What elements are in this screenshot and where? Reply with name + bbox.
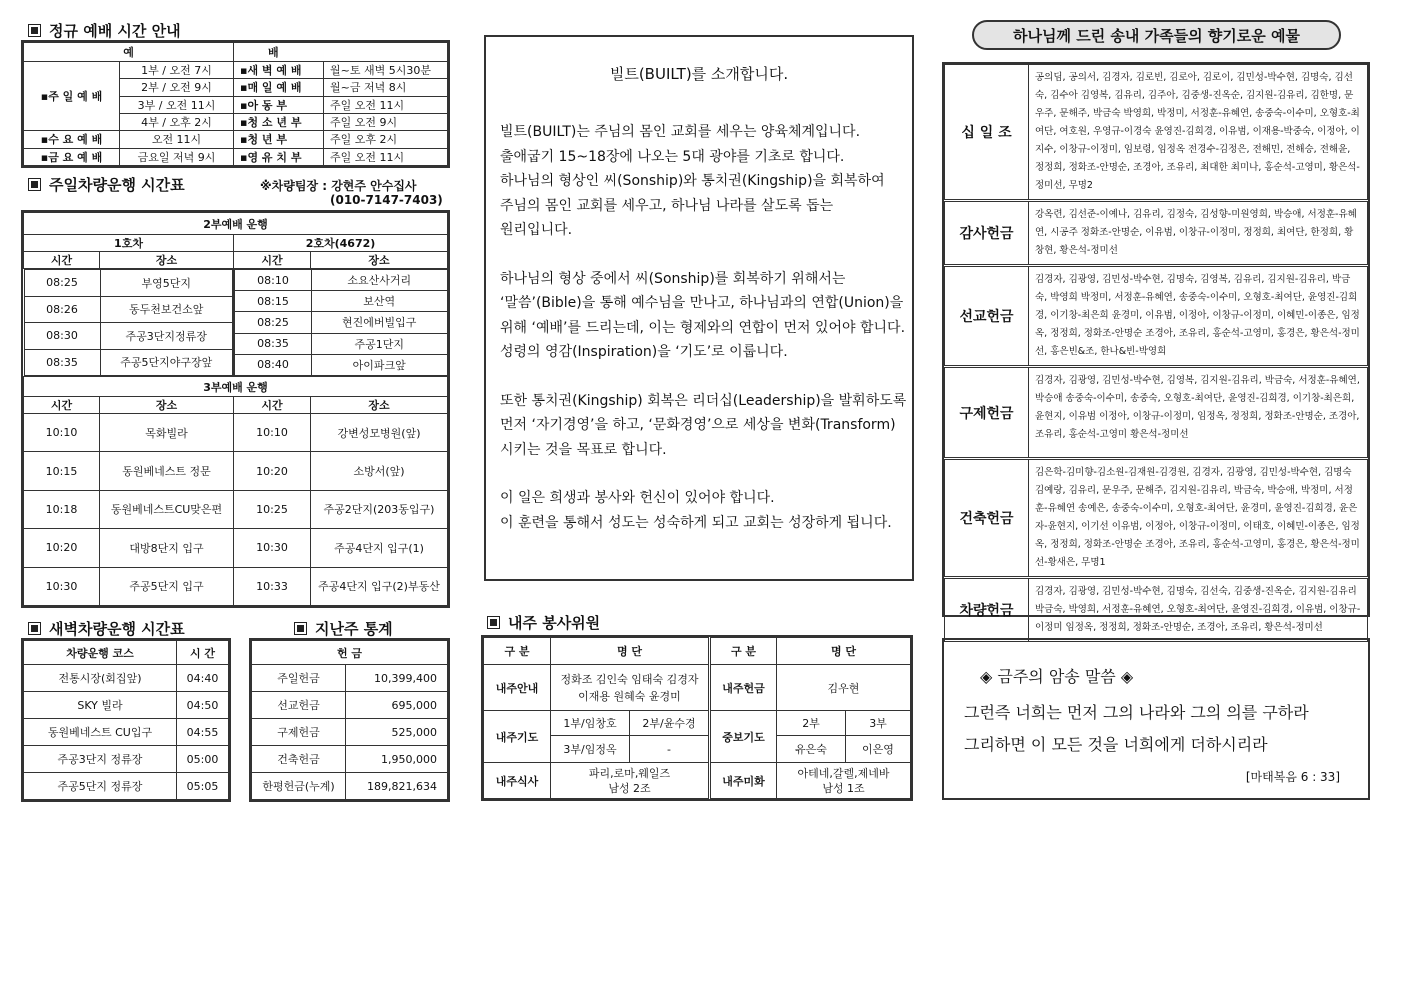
- table-row: [24, 490, 448, 528]
- offering-names: 강옥련, 김선준-이예나, 김유리, 김정숙, 김성향-미원영희, 박승애, 서정훈-유혜연, 시공주 정화조-안명순, 이유범, 이창규-이정미, 정정희, 최여단, 한정희, 황창현, 황은석-정미선: [1029, 201, 1368, 266]
- worship-time: 2부 / 오전 9시: [120, 79, 234, 96]
- time-cell: 04:55: [177, 719, 229, 746]
- offering-names: 김은학-김미향-김소원-김재원-김경원, 김경자, 김광영, 김민성-박수현, 김명숙 김예랑, 김유리, 문우주, 문해주, 김지원-김유리, 박금숙, 박승애, 박정미, 서정훈-유혜연 송예은, 송중숙-이수미, 오형호-최여단, 윤경미, 윤영진-김희경, 윤은자-윤현지, 이기선 이유범, 이정아, 이창규-이정미, 이태호, 이혜민-이종은, 임정옥, 정정희, 정화조-안명순 조경아, 조유리, 홍순석-고영미, 홍경은, 황은석-정미선-황새은, 무명1: [1029, 459, 1368, 578]
- col-time: 시간: [24, 252, 100, 269]
- col-list: 명 단: [551, 638, 710, 665]
- worship-time: 주일 오후 2시: [324, 131, 448, 148]
- stop-name: 주공5단지 입구: [100, 567, 234, 605]
- time-cell: 10:18: [24, 490, 100, 528]
- built-line: 하나님의 형상인 씨(Sonship)와 통치권(Kingship)을 회복하여: [500, 173, 885, 189]
- dawn-vehicle-table: [21, 638, 231, 802]
- verse-reference: [마태복음 6 : 33]: [1245, 770, 1340, 784]
- offering-category: 십 일 조: [945, 65, 1029, 201]
- table-row: [24, 567, 448, 605]
- offering-type: 구제헌금: [252, 719, 346, 746]
- time-cell: 10:33: [234, 567, 311, 605]
- offering-type: 선교헌금: [252, 692, 346, 719]
- table-row: [252, 746, 448, 773]
- col-time: 시간: [234, 252, 311, 269]
- wednesday-worship-label: ▪수 요 예 배: [24, 131, 120, 148]
- worship-section-title: 정규 예배 시간 안내: [28, 20, 181, 40]
- worship-time: 주일 오전 11시: [324, 148, 448, 165]
- built-line: 이 일은 희생과 봉사와 헌신이 있어야 합니다.: [500, 490, 775, 506]
- worship-time: 4부 / 오후 2시: [120, 113, 234, 130]
- table-row: [945, 367, 1368, 459]
- table-row: [252, 773, 448, 800]
- worship-name: ▪영 유 치 부: [234, 148, 324, 165]
- table-row: [945, 578, 1368, 642]
- worship-name: ▪매 일 예 배: [234, 79, 324, 96]
- prayer-label: 내주기도: [484, 711, 551, 763]
- intercession-name-2: 이은영: [846, 736, 911, 763]
- vehicle-manager: ※차량팀장 : 강현주 안수집사: [260, 179, 417, 193]
- stats-header: 헌 금: [252, 641, 448, 665]
- table-row: [24, 452, 448, 490]
- table-row: 08:25: [24, 270, 100, 297]
- built-line: 성령의 영감(Inspiration)을 ‘기도’로 이룹니다.: [500, 344, 788, 360]
- table-row: 08:35: [235, 333, 312, 354]
- table-row: [24, 692, 229, 719]
- worship-table: [21, 40, 450, 168]
- worship-head-1: 예: [24, 43, 234, 62]
- offering-names: 김경자, 김광영, 김민성-박수현, 김명숙, 김선숙, 김중생-진옥순, 김지원-김유리 박금숙, 박영희, 서정훈-유혜연, 오형호-최여단, 윤영진-김희경, 이유범, 이창규-이정미 임정옥, 정정희, 정화조-안명순, 조경아, 조유리, 황은석-정미선: [1029, 578, 1368, 642]
- stop-name: 대방8단지 입구: [100, 529, 234, 567]
- offering-type: 건축헌금: [252, 746, 346, 773]
- bullet-square-icon: [487, 616, 500, 629]
- table-row: [945, 459, 1368, 578]
- offering-type: 한평헌금(누계): [252, 773, 346, 800]
- time-cell: 10:10: [234, 414, 311, 452]
- worship-time: 월~토 새벽 5시30분: [324, 62, 448, 79]
- offering-category: 구제헌금: [945, 367, 1029, 459]
- table-row: [945, 266, 1368, 367]
- table-row: [252, 692, 448, 719]
- worship-head-2: 배: [234, 43, 448, 62]
- vehicle-manager-phone: (010-7147-7403): [330, 193, 443, 207]
- stop-name: 주공5단지야구장앞: [100, 349, 233, 376]
- friday-worship-label: ▪금 요 예 배: [24, 148, 120, 165]
- col-place: 장소: [311, 397, 448, 414]
- built-line: ‘말씀’(Bible)을 통해 예수님을 만나고, 하나님과의 연합(Union)을: [500, 295, 904, 311]
- worship-time: 3부 / 오전 11시: [120, 96, 234, 113]
- time-cell: 10:15: [24, 452, 100, 490]
- stop-name: 주공3단지 정류장: [24, 746, 177, 773]
- stats-table: [249, 638, 450, 802]
- stats-title: 지난주 통계: [294, 618, 393, 638]
- offerings-title-badge: 하나님께 드린 송내 가족들의 향기로운 예물: [972, 20, 1341, 50]
- offering-amount: 1,950,000: [346, 746, 448, 773]
- sunday-vehicle-title: 주일차량운행 시간표: [28, 174, 185, 194]
- offering-amount: 10,399,400: [346, 665, 448, 692]
- prayer-3: 3부/임정옥: [551, 736, 630, 763]
- stop-name: 전통시장(회집앞): [24, 665, 177, 692]
- intercession-head-1: 2부: [777, 711, 846, 736]
- table-row: 08:30: [24, 323, 100, 350]
- col-place: 장소: [100, 397, 234, 414]
- time-cell: 04:40: [177, 665, 229, 692]
- offering-amount: 695,000: [346, 692, 448, 719]
- built-line: 주님의 몸인 교회를 세우고, 하나님 나라를 살도록 돕는: [500, 197, 834, 214]
- memory-verse-box: [942, 638, 1370, 800]
- worship-name: ▪새 벽 예 배: [234, 62, 324, 79]
- service3-header: 3부예배 운행: [24, 377, 448, 397]
- table-row: 08:25: [235, 312, 312, 333]
- worship-name: ▪청 소 년 부: [234, 113, 324, 130]
- stop-name: 주공1단지: [312, 333, 448, 354]
- offering-names: 김경자, 김광영, 김민성-박수현, 김영복, 김지원-김유리, 박금숙, 서정훈-유혜연, 박승애 송중숙-이수미, 송중숙, 오형호-최여단, 윤영진-김희경, 이기창-최은희, 윤현지, 이유범 이정아, 이창규-이정미, 임정옥, 정정희, 정화조-안명순, 조경아, 조유리, 홍순석-고영미 황은석-정미선: [1029, 367, 1368, 459]
- time-cell: 10:10: [24, 414, 100, 452]
- time-cell: 10:30: [234, 529, 311, 567]
- built-line: 시키는 것을 목표로 합니다.: [500, 441, 667, 458]
- col-time: 시 간: [177, 641, 229, 665]
- bullet-square-icon: [28, 622, 41, 635]
- built-line: 또한 통치권(Kingship) 회복은 리더십(Leadership)을 발휘하도록: [500, 392, 907, 409]
- stop-name: 소방서(앞): [311, 452, 448, 490]
- offering-amount: 189,821,634: [346, 773, 448, 800]
- col-division: 구 분: [484, 638, 551, 665]
- worship-time: 주일 오전 9시: [324, 113, 448, 130]
- car2-schedule: [234, 269, 448, 376]
- verse-title: ◈ 금주의 암송 말씀 ◈: [980, 667, 1134, 686]
- intercession-name-1: 유은숙: [777, 736, 846, 763]
- cleaning-names: 아테네,갈렐,제네바 남성 1조: [777, 763, 911, 799]
- time-cell: 05:05: [177, 773, 229, 800]
- worship-time: 1부 / 오전 7시: [120, 62, 234, 79]
- worship-time: 월~금 저녁 8시: [324, 79, 448, 96]
- stop-name: 동원베네스트 CU입구: [24, 719, 177, 746]
- table-row: [945, 201, 1368, 266]
- table-row: 08:26: [24, 296, 100, 323]
- built-line: 이 훈련을 통해서 성도는 성숙하게 되고 교회는 성장하게 됩니다.: [500, 514, 892, 531]
- bullet-square-icon: [28, 24, 41, 37]
- sunday-worship-label: ▪주 일 예 배: [24, 62, 120, 131]
- meal-names: 파리,로마,웨일즈 남성 2조: [551, 763, 710, 799]
- col-place: 장소: [311, 252, 448, 269]
- guide-names: 정화조 김인숙 임태숙 김경자 이재용 원혜숙 윤경미: [551, 665, 710, 711]
- table-row: 08:40: [235, 354, 312, 375]
- offering-amount: 525,000: [346, 719, 448, 746]
- stop-name: 동원베네스트 정문: [100, 452, 234, 490]
- bullet-square-icon: [294, 622, 307, 635]
- offerings-table: [942, 62, 1370, 633]
- stop-name: 강변성모병원(앞): [311, 414, 448, 452]
- table-row: [24, 665, 229, 692]
- bullet-square-icon: [28, 178, 41, 191]
- built-line: 빌트(BUILT)는 주님의 몸인 교회를 세우는 양육체계입니다.: [500, 124, 861, 140]
- built-line: 먼저 ‘자기경영’을 하고, ‘문화경영’으로 세상을 변화(Transform): [500, 417, 896, 433]
- stop-name: 주공5단지 정류장: [24, 773, 177, 800]
- table-row: [24, 529, 448, 567]
- table-row: [24, 719, 229, 746]
- stop-name: SKY 빌라: [24, 692, 177, 719]
- col-division: 구 분: [710, 638, 777, 665]
- intercession-head-2: 3부: [846, 711, 911, 736]
- stop-name: 목화빌라: [100, 414, 234, 452]
- built-line: 위해 ‘예배’를 드리는데, 이는 형제와의 연합이 먼저 있어야 합니다.: [500, 319, 906, 336]
- table-row: [24, 746, 229, 773]
- col-course: 차량운행 코스: [24, 641, 177, 665]
- offering-category: 선교헌금: [945, 266, 1029, 367]
- time-cell: 10:20: [234, 452, 311, 490]
- stop-name: 주공3단지정류장: [100, 323, 233, 350]
- stop-name: 소요산사거리: [312, 270, 448, 291]
- built-line: 원리입니다.: [500, 222, 573, 238]
- stop-name: 동두천보건소앞: [100, 296, 233, 323]
- table-row: 08:35: [24, 349, 100, 376]
- stop-name: 아이파크앞: [312, 354, 448, 375]
- service2-header: 2부예배 운행: [24, 213, 448, 235]
- worship-time: 주일 오전 11시: [324, 96, 448, 113]
- stop-name: 주공4단지 입구(2)부동산: [311, 567, 448, 605]
- built-line: 출애굽기 15~18장에 나오는 5대 광야를 기초로 합니다.: [500, 148, 845, 165]
- car1-header: 1호차: [24, 235, 234, 252]
- col-time: 시간: [24, 397, 100, 414]
- time-cell: 10:30: [24, 567, 100, 605]
- verse-line-1: 그런즉 너희는 먼저 그의 나라와 그의 의를 구하라: [964, 703, 1309, 722]
- guide-label: 내주안내: [484, 665, 551, 711]
- table-row: 08:10: [235, 270, 312, 291]
- intercession-label: 중보기도: [710, 711, 777, 763]
- time-cell: 10:25: [234, 490, 311, 528]
- built-intro-box: [484, 35, 914, 581]
- prayer-4: -: [630, 736, 710, 763]
- built-title: 빌트(BUILT)를 소개합니다.: [609, 65, 789, 83]
- prayer-1: 1부/임창호: [551, 711, 630, 736]
- built-line: 하나님의 형상 중에서 씨(Sonship)를 회복하기 위해서는: [500, 270, 846, 287]
- offering-category: 차량헌금: [945, 578, 1029, 642]
- offering-names: 김경자, 김광영, 김민성-박수현, 김명숙, 김영복, 김유리, 김지원-김유리, 박금숙, 박영희 박정미, 서정훈-유혜연, 송중숙-이수미, 오형호-최여단, 윤영진-김희경, 이기창-최은희 윤경미, 이유범, 이정아, 이창규-이정미, 이혜민-이종은, 임정옥, 정정희, 정화조-안명순 조경아, 조유리, 홍순석-고영미, 홍경은, 황은석-정미선, 홍은빈&조, 한나&빈-박영희: [1029, 266, 1368, 367]
- table-row: 08:15: [235, 291, 312, 312]
- offering-type: 주일헌금: [252, 665, 346, 692]
- stop-name: 동원베네스트CU맞은편: [100, 490, 234, 528]
- stop-name: 부영5단지: [100, 270, 233, 297]
- sunday-vehicle-table: [21, 210, 450, 608]
- col-place: 장소: [100, 252, 234, 269]
- stop-name: 주공2단지(203동입구): [311, 490, 448, 528]
- prayer-2: 2부/윤수경: [630, 711, 710, 736]
- cleaning-label: 내주미화: [710, 763, 777, 799]
- meal-label: 내주식사: [484, 763, 551, 799]
- table-row: [945, 65, 1368, 201]
- time-cell: 10:20: [24, 529, 100, 567]
- stop-name: 보산역: [312, 291, 448, 312]
- car2-header: 2호차(4672): [234, 235, 448, 252]
- worship-name: ▪청 년 부: [234, 131, 324, 148]
- offer-names: 김우현: [777, 665, 911, 711]
- offering-category: 감사헌금: [945, 201, 1029, 266]
- worship-time: 오전 11시: [120, 131, 234, 148]
- stop-name: 현진에버빌입구: [312, 312, 448, 333]
- stop-name: 주공4단지 입구(1): [311, 529, 448, 567]
- car1-schedule: [24, 269, 234, 376]
- worship-name: ▪아 동 부: [234, 96, 324, 113]
- dawn-vehicle-title: 새벽차량운행 시간표: [28, 618, 185, 638]
- table-row: [24, 773, 229, 800]
- col-list: 명 단: [777, 638, 911, 665]
- service-table: [481, 635, 913, 801]
- verse-line-2: 그리하면 이 모든 것을 너희에게 더하시리라: [964, 735, 1268, 754]
- table-row: [24, 414, 448, 452]
- offer-label: 내주헌금: [710, 665, 777, 711]
- offering-category: 건축헌금: [945, 459, 1029, 578]
- col-time: 시간: [234, 397, 311, 414]
- time-cell: 04:50: [177, 692, 229, 719]
- table-row: [252, 665, 448, 692]
- table-row: [252, 719, 448, 746]
- time-cell: 05:00: [177, 746, 229, 773]
- offering-names: 공의딤, 공의서, 김경자, 김로빈, 김로아, 김로이, 김민성-박수현, 김명숙, 김선숙, 김수아 김영복, 김유리, 김주아, 김중생-진옥순, 김지원-김유리, 김한명, 문우주, 문해주, 박금숙 박영희, 박정미, 서정훈-유혜연, 송중숙-이수미, 오형호-최여단, 여호원, 우영규-이경숙 윤영진-김희경, 이유범, 이재용-박중숙, 이정아, 이지수, 이창규-이정미, 임보령, 임정옥 전경수-김정은, 전해민, 전해승, 전해윤, 정정희, 정화조-안명순, 조경아, 조유리, 최대한 최미나, 홍순석-고영미, 황은석-정미선, 무명2: [1029, 65, 1368, 201]
- service-title: 내주 봉사위원: [487, 612, 600, 632]
- worship-time: 금요일 저녁 9시: [120, 148, 234, 165]
